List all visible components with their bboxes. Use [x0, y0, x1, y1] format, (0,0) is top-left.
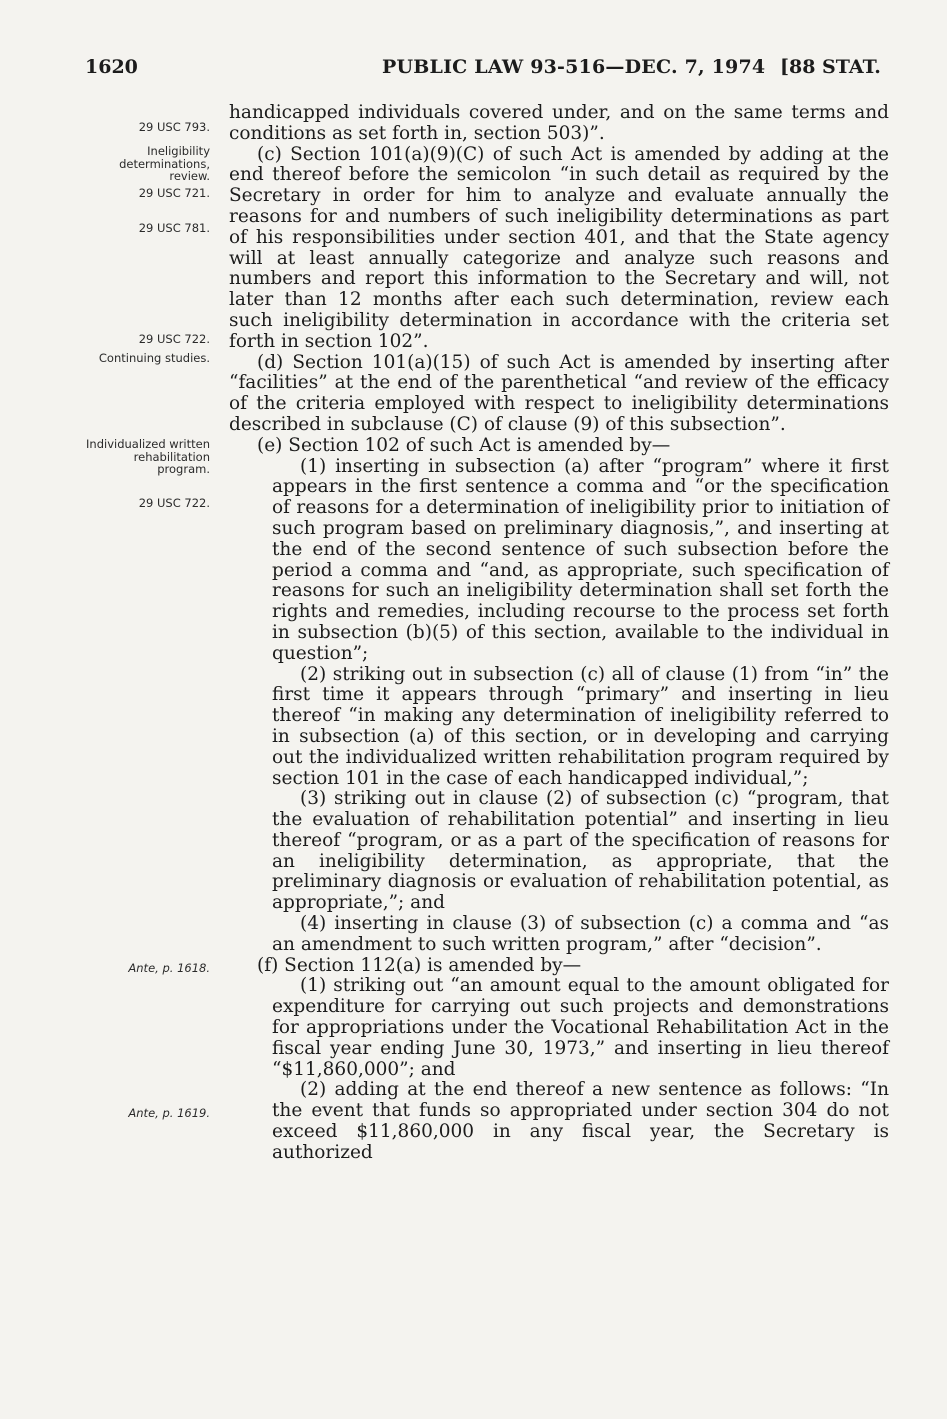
margin-note-usc-781: 29 USC 781. — [138, 221, 210, 235]
margin-note-ineligibility: Ineligibility determinations, review. — [119, 144, 210, 183]
paragraph-f: (f) Section 112(a) is amended by— — [257, 954, 582, 976]
clause-e-4: (4) inserting in clause (3) of subsection (c) a comma and “as an amendment to such written program,” after “decision”. — [272, 913, 889, 955]
margin-note-continuing-studies: Continuing studies. — [98, 351, 210, 365]
margin-note-ante-1618: Ante, p. 1618. — [128, 961, 210, 975]
clause-f-1: (1) striking out “an amount equal to the amount obligated for expenditure for carrying out such projects and demonstrations for appropriations under the Vocational Rehabilitation Act in the fiscal year ending June 30, 1973,” and inserting in lieu thereof “$11,860,000”; and — [272, 975, 889, 1080]
running-head: PUBLIC LAW 93-516—DEC. 7, 1974 — [382, 56, 766, 78]
clause-f-2: (2) adding at the end thereof a new sentence as follows: “In the event that funds so appropriated under section 304 do not exceed $11,860,000 in any fiscal year, the Secretary is authorized — [272, 1079, 889, 1163]
page-header — [0, 56, 947, 86]
clause-e-2: (2) striking out in subsection (c) all of clause (1) from “in” the first time it appears through “primary” and inserting in lieu thereof “in making any determination of ineligibility referred to in subsection (a) of this section, or in developing and carrying out the individualized written rehabilitation program required by section 101 in the case of each handicapped individual,”; — [272, 663, 889, 789]
paragraph-e: (e) Section 102 of such Act is amended by— — [257, 434, 671, 456]
volume-citation: [88 STAT. — [780, 56, 881, 78]
margin-note-ante-1619: Ante, p. 1619. — [128, 1106, 210, 1120]
paragraph: handicapped individuals covered under, and on the same terms and conditions as set forth in, section 503)”. — [229, 102, 889, 144]
body-text — [229, 103, 889, 1164]
margin-note-individualized-program: Individualized written rehabilitation program. — [86, 437, 210, 476]
paragraph-c: (c) Section 101(a)(9)(C) of such Act is amended by adding at the end thereof before the semicolon “in such detail as required by the Secretary in order for him to analyze and evaluate annually the reasons for and numbers of such ineligibility determinations as part of his responsibilities under section 401, and that the State agency will at least annually categorize and analyze such reasons and numbers and report this information to the Secretary and will, not later than 12 months after each such determination, review each such ineligibility determination in accordance with the criteria set forth in section 102”. — [229, 143, 889, 352]
page-number: 1620 — [85, 56, 138, 78]
margin-note-usc-721: 29 USC 721. — [138, 186, 210, 200]
clause-e-3: (3) striking out in clause (2) of subsection (c) “program, that the evaluation of rehabilitation potential” and inserting in lieu thereof “program, or as a part of the specification of reasons for an ineligibility determination, as appropriate, that the preliminary diagnosis or evaluation of rehabilitation potential, as appropriate,”; and — [272, 788, 889, 914]
clause-e-1: (1) inserting in subsection (a) after “program” where it first appears in the first sentence a comma and “or the specification of reasons for a determination of ineligibility prior to initiation of such program based on preliminary diagnosis,”, and inserting at the end of the second sentence of such subsection before the period a comma and “and, as appropriate, such specification of reasons for such an ineligibility determination shall set forth the rights and remedies, including recourse to the process set forth in subsection (b)(5) of this section, available to the individual in question”; — [272, 455, 889, 664]
margin-note-usc-722: 29 USC 722. — [138, 332, 210, 346]
margin-note-usc-793: 29 USC 793. — [138, 120, 210, 134]
paragraph-d: (d) Section 101(a)(15) of such Act is amended by inserting after “facilities” at the end of the parenthetical “and review of the efficacy of the criteria employed with respect to ineligibility determinations described in subclause (C) of clause (9) of this subsection”. — [229, 351, 889, 435]
margin-note-usc-722-b: 29 USC 722. — [138, 496, 210, 510]
